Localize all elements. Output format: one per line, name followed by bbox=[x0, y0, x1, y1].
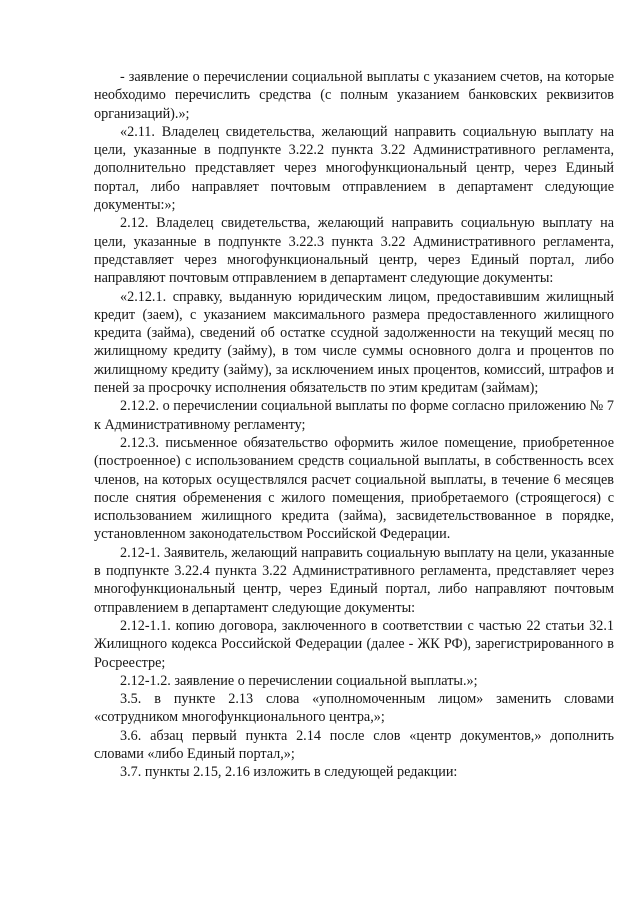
paragraph-2-12-2: 2.12.2. о перечислении социальной выплаты по форме согласно приложению № 7 к Административному регламенту; bbox=[94, 398, 614, 433]
paragraph-3-7: 3.7. пункты 2.15, 2.16 изложить в следующей редакции: bbox=[120, 764, 458, 781]
paragraph-2-12: 2.12. Владелец свидетельства, желающий направить социальную выплату на цели, указанные в подпункте 3.22.3 пункта 3.22 Административного регламента, представляет через многофункциональный центр, через Единый портал, либо направляют почтовым отправлением в департамент следующие документы: bbox=[94, 215, 614, 287]
paragraph-3-5: 3.5. в пункте 2.13 слова «уполномоченным лицом» заменить словами «сотрудником многофункционального центра,»; bbox=[94, 691, 614, 726]
paragraph-2-11: «2.11. Владелец свидетельства, желающий направить социальную выплату на цели, указанные в подпункте 3.22.2 пункта 3.22 Административного регламента, дополнительно представляет через многофункциональный центр, через Единый портал, либо направляет почтовым отправлением в департамент следующие документы:»; bbox=[94, 123, 614, 214]
paragraph-2-12-1-2: 2.12-1.2. заявление о перечислении социальной выплаты.»; bbox=[120, 672, 478, 689]
paragraph-2-12-1: «2.12.1. справку, выданную юридическим лицом, предоставившим жилищный кредит (заем), с указанием максимального размера предоставленного жилищного кредита (займа), сведений об остатке ссудной задолженности на текущий месяц по жилищному кредиту (займу), в том числе суммы основного долга и процентов по жилищному кредиту (займу), за исключением иных процентов, комиссий, штрафов и пеней за просрочку исполнения обязательств по этим кредитам (займам); bbox=[94, 288, 614, 397]
paragraph-application-accounts: - заявление о перечислении социальной выплаты с указанием счетов, на которые необходимо перечислить средства (с полным указанием банковских реквизитов организаций).»; bbox=[94, 69, 614, 122]
paragraph-2-12-3: 2.12.3. письменное обязательство оформить жилое помещение, приобретенное (построенное) с использованием средств социальной выплаты, в собственность всех членов, на которых осуществлялся расчет социальной выплаты, в течение 6 месяцев после снятия обременения с жилого помещения, приобретаемого (строящегося) с использованием жилищного кредита (займа), засвидетельствованное в порядке, установленном законодательством Российской Федерации. bbox=[94, 434, 614, 543]
paragraph-2-12-1-1: 2.12-1.1. копию договора, заключенного в соответствии с частью 22 статьи 32.1 Жилищного кодекса Российской Федерации (далее - ЖК РФ), зарегистрированного в Росреестре; bbox=[94, 617, 614, 671]
paragraph-3-6: 3.6. абзац первый пункта 2.14 после слов «центр документов,» дополнить словами «либо Единый портал,»; bbox=[94, 727, 614, 762]
paragraph-2-12-1-applicant: 2.12-1. Заявитель, желающий направить социальную выплату на цели, указанные в подпункте 3.22.4 пункта 3.22 Административного регламента, представляет через многофункциональный центр, через Единый портал, либо направляют почтовым отправлением в департамент следующие документы: bbox=[94, 544, 614, 616]
